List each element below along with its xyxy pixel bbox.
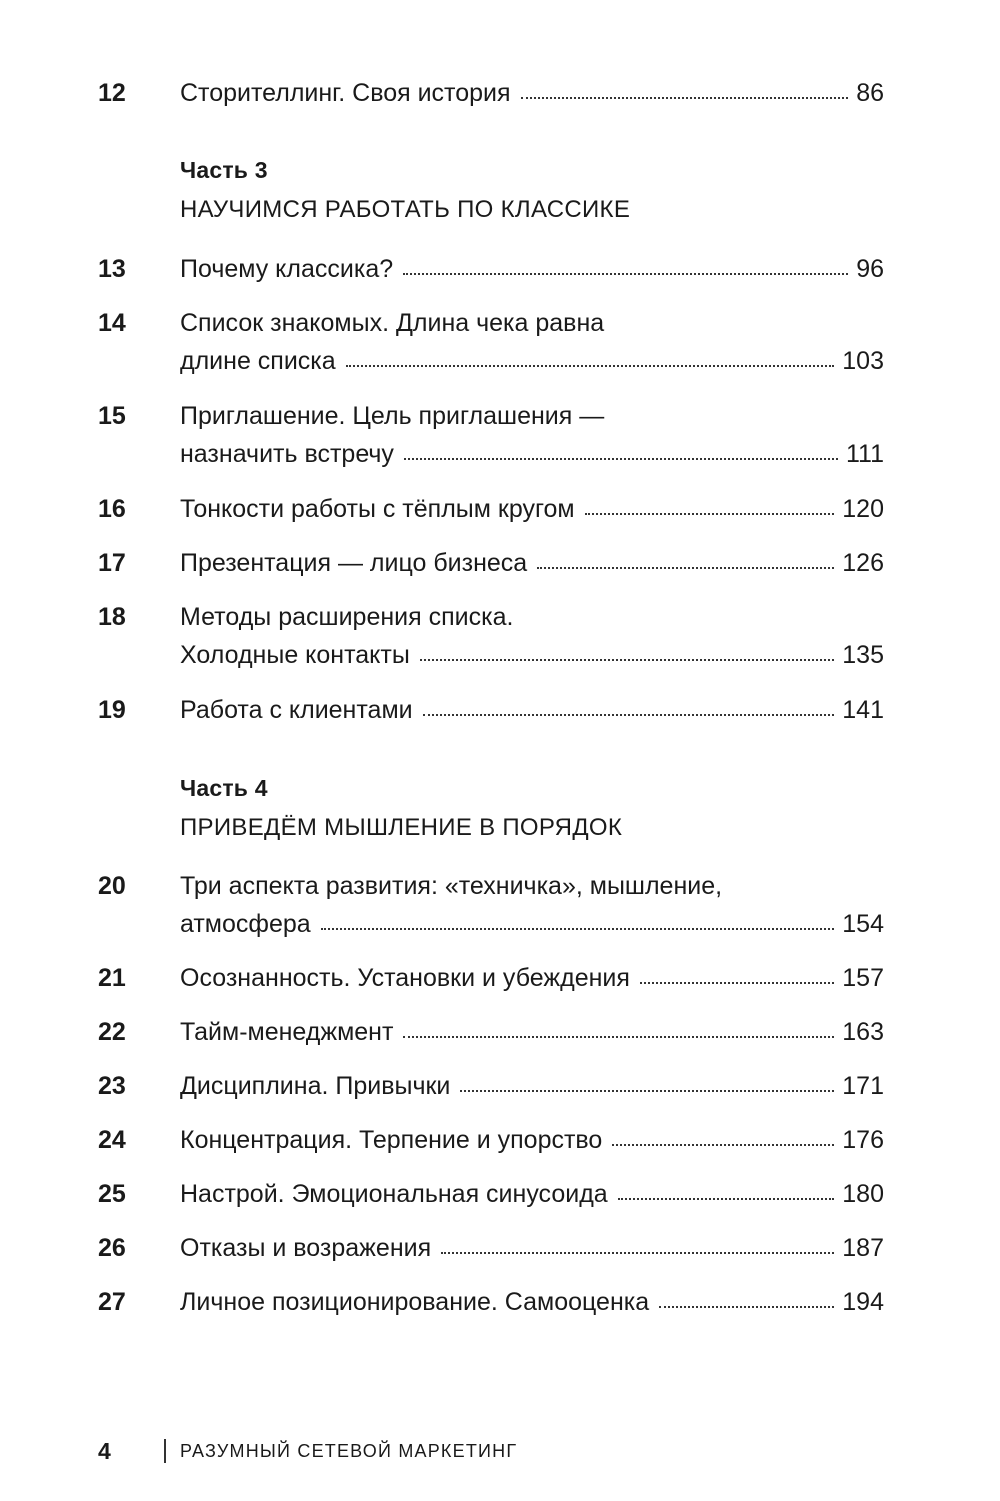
- dot-leader: [403, 1036, 834, 1038]
- chapter-number: 23: [98, 1072, 126, 1100]
- running-title: РАЗУМНЫЙ СЕТЕВОЙ МАРКЕТИНГ: [180, 1440, 518, 1461]
- chapter-title: длине списка: [180, 347, 336, 375]
- chapter-title: атмосфера: [180, 910, 311, 938]
- toc-entry-line: [180, 1229, 884, 1267]
- chapter-title-line: Методы расширения списка.: [180, 603, 514, 631]
- page-ref: 171: [842, 1072, 884, 1100]
- page-ref: 176: [842, 1126, 884, 1154]
- toc-entry-body: [180, 1013, 884, 1051]
- page-ref: 120: [842, 495, 884, 523]
- chapter-title: Концентрация. Терпение и упорство: [180, 1126, 603, 1154]
- toc-entry-line: [180, 1175, 884, 1213]
- part-label: Часть 3: [180, 157, 268, 183]
- page-ref: 154: [842, 910, 884, 938]
- toc-entry-body: [180, 1283, 884, 1321]
- toc-entry-line: [180, 1121, 884, 1159]
- chapter-number: 16: [98, 495, 126, 523]
- toc-entry-body: [180, 250, 884, 288]
- chapter-title: Осознанность. Установки и убеждения: [180, 964, 630, 992]
- toc-entry-line: [180, 490, 884, 528]
- dot-leader: [420, 659, 834, 661]
- chapter-title-line: Три аспекта развития: «техничка», мышление,: [180, 872, 723, 900]
- chapter-number: 14: [98, 309, 126, 337]
- chapter-number: 27: [98, 1288, 126, 1316]
- toc-entry-line: [180, 636, 884, 674]
- dot-leader: [585, 513, 835, 515]
- part-heading: [180, 771, 880, 845]
- chapter-title-line: Список знакомых. Длина чека равна: [180, 309, 605, 337]
- chapter-number: 12: [98, 79, 126, 107]
- page-ref: 96: [856, 255, 884, 283]
- chapter-title: назначить встречу: [180, 440, 394, 468]
- chapter-title: Почему классика?: [180, 255, 394, 283]
- chapter-number: 13: [98, 255, 126, 283]
- toc-entry-body: [180, 490, 884, 528]
- dot-leader: [612, 1144, 834, 1146]
- toc-entry-body: [180, 304, 884, 380]
- chapter-number: 25: [98, 1180, 126, 1208]
- chapter-title: Отказы и возражения: [180, 1234, 432, 1262]
- toc-entry-line: [180, 250, 884, 288]
- chapter-title: Настрой. Эмоциональная синусоида: [180, 1180, 608, 1208]
- chapter-title: Сторителлинг. Своя история: [180, 79, 511, 107]
- toc-entry-body: [180, 691, 884, 729]
- chapter-title: Работа с клиентами: [180, 696, 413, 724]
- toc-entry-line: [180, 74, 884, 112]
- part-label: Часть 4: [180, 775, 268, 801]
- dot-leader: [640, 982, 834, 984]
- toc-entry-body: [180, 1175, 884, 1213]
- toc-entry-body: [180, 1067, 884, 1105]
- chapter-number: 18: [98, 603, 126, 631]
- toc-entry-body: [180, 1229, 884, 1267]
- page-ref: 180: [842, 1180, 884, 1208]
- dot-leader: [659, 1306, 834, 1308]
- toc-entry-line: [180, 1013, 884, 1051]
- dot-leader: [346, 365, 835, 367]
- dot-leader: [521, 97, 849, 99]
- part-heading: [180, 153, 880, 227]
- toc-entry-line: [180, 905, 884, 943]
- toc-entry-body: [180, 598, 884, 674]
- toc-entry-line: [180, 691, 884, 729]
- toc-entry-line: [180, 435, 884, 473]
- page-ref: 194: [842, 1288, 884, 1316]
- toc-entry-line: [180, 544, 884, 582]
- chapter-number: 19: [98, 696, 126, 724]
- chapter-number: 20: [98, 872, 126, 900]
- toc-entry-body: [180, 74, 884, 112]
- page-ref: 135: [842, 641, 884, 669]
- page-ref: 111: [845, 440, 884, 468]
- chapter-title: Холодные контакты: [180, 641, 410, 669]
- toc-entry-line: [180, 1283, 884, 1321]
- page-ref: 163: [842, 1018, 884, 1046]
- dot-leader: [404, 458, 838, 460]
- toc-entry-body: [180, 397, 884, 473]
- page-ref: 141: [842, 696, 884, 724]
- chapter-number: 22: [98, 1018, 126, 1046]
- dot-leader: [321, 928, 835, 930]
- chapter-number: 17: [98, 549, 126, 577]
- dot-leader: [460, 1090, 834, 1092]
- dot-leader: [537, 567, 834, 569]
- toc-entry-body: [180, 1121, 884, 1159]
- dot-leader: [618, 1198, 835, 1200]
- chapter-title: Тонкости работы с тёплым кругом: [180, 495, 575, 523]
- page-ref: 103: [842, 347, 884, 375]
- toc-entry-line: [180, 959, 884, 997]
- chapter-title: Тайм-менеджмент: [180, 1018, 394, 1046]
- dot-leader: [403, 273, 848, 275]
- toc-entry-body: [180, 959, 884, 997]
- toc-entry-line: [180, 342, 884, 380]
- chapter-title: Презентация — лицо бизнеса: [180, 549, 528, 577]
- page-ref: 187: [842, 1234, 884, 1262]
- page-ref: 86: [856, 79, 884, 107]
- page-ref: 157: [842, 964, 884, 992]
- toc-entry-body: [180, 544, 884, 582]
- chapter-number: 15: [98, 402, 126, 430]
- part-title: НАУЧИМСЯ РАБОТАТЬ ПО КЛАССИКЕ: [180, 196, 631, 223]
- toc-entry-body: [180, 867, 884, 943]
- chapter-title-line: Приглашение. Цель приглашения —: [180, 402, 605, 430]
- chapter-number: 26: [98, 1234, 126, 1262]
- footer-divider: [164, 1439, 166, 1463]
- dot-leader: [423, 714, 835, 716]
- page-number: 4: [98, 1437, 111, 1464]
- toc-entry-line: [180, 1067, 884, 1105]
- chapter-number: 24: [98, 1126, 126, 1154]
- chapter-title: Дисциплина. Привычки: [180, 1072, 451, 1100]
- page-footer: [98, 1434, 517, 1468]
- page-ref: 126: [842, 549, 884, 577]
- dot-leader: [441, 1252, 834, 1254]
- chapter-title: Личное позиционирование. Самооценка: [180, 1288, 650, 1316]
- chapter-number: 21: [98, 964, 126, 992]
- part-title: ПРИВЕДЁМ МЫШЛЕНИЕ В ПОРЯДОК: [180, 814, 623, 841]
